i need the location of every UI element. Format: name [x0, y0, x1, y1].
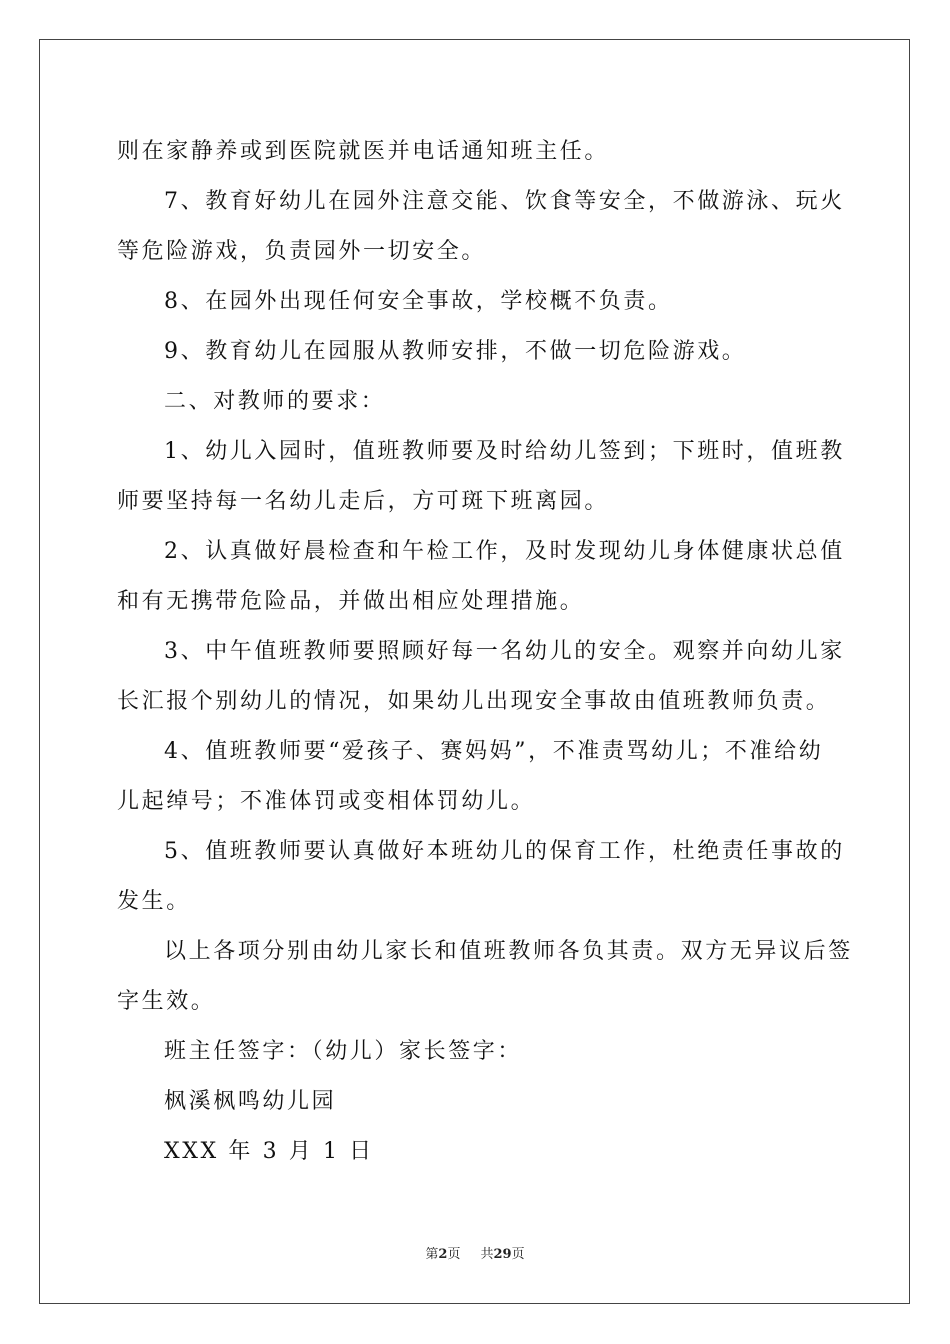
text-line-16: 发生。: [117, 889, 191, 914]
text-line-15: 5、值班教师要认真做好本班幼儿的保育工作，杜绝责任事故的: [164, 839, 845, 864]
text-line-3: 等危险游戏，负责园外一切安全。: [117, 239, 487, 264]
total-pages-number: 29: [493, 1247, 512, 1262]
school-name: 枫溪枫鸣幼儿园: [164, 1089, 337, 1114]
text-line-1: 则在家静养或到医院就医并电话通知班主任。: [117, 139, 610, 164]
text-line-18: 字生效。: [117, 989, 216, 1014]
text-line-12: 长汇报个别幼儿的情况，如果幼儿出现安全事故由值班教师负责。: [117, 689, 831, 714]
text-line-13: 4、值班教师要“爱孩子、赛妈妈”，不准责骂幼儿；不准给幼: [164, 739, 824, 764]
section-heading-teacher-requirements: 二、对教师的要求：: [164, 389, 386, 414]
text-line-9: 2、认真做好晨检查和午检工作，及时发现幼儿身体健康状总值: [164, 539, 845, 564]
signature-line: 班主任签字：（幼儿）家长签字：: [164, 1039, 523, 1064]
current-page-number: 2: [438, 1247, 448, 1262]
text-line-5: 9、教育幼儿在园服从教师安排，不做一切危险游戏。: [164, 339, 747, 364]
footer-total-prefix: 共: [480, 1247, 494, 1262]
text-line-2: 7、教育好幼儿在园外注意交能、饮食等安全，不做游泳、玩火: [164, 189, 845, 214]
document-body: [117, 127, 853, 1177]
text-line-8: 师要坚持每一名幼儿走后，方可斑下班离园。: [117, 489, 610, 514]
document-date: XXX 年 3 月 1 日: [164, 1139, 374, 1164]
text-line-10: 和有无携带危险品，并做出相应处理措施。: [117, 589, 585, 614]
text-line-11: 3、中午值班教师要照顾好每一名幼儿的安全。观察并向幼儿家: [164, 639, 845, 664]
text-line-4: 8、在园外出现任何安全事故，学校概不负责。: [164, 289, 673, 314]
text-line-7: 1、幼儿入园时，值班教师要及时给幼儿签到；下班时，值班教: [164, 439, 845, 464]
footer-page-suffix: 页: [447, 1247, 461, 1262]
footer-total-suffix: 页: [511, 1247, 525, 1262]
text-line-14: 儿起绰号；不准体罚或变相体罚幼儿。: [117, 789, 536, 814]
page-footer: [0, 1246, 950, 1264]
footer-prefix: 第: [425, 1247, 439, 1262]
text-line-17: 以上各项分别由幼儿家长和值班教师各负其责。双方无异议后签: [164, 939, 853, 964]
